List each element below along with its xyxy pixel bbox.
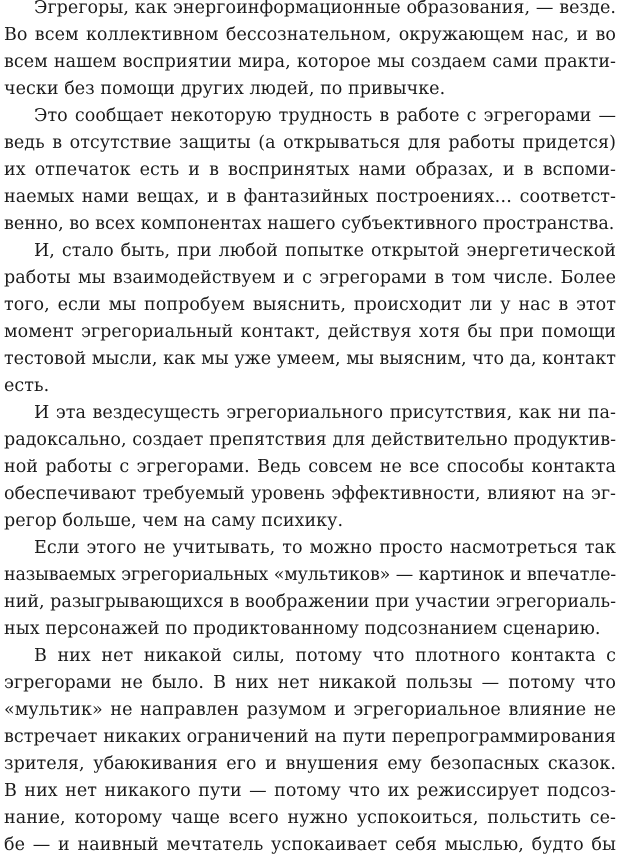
text-line: нание, которому чаще всего нужно успокоиться, польстить се- [4,808,616,828]
text-line: наемых нами вещах, и в фантазийных построениях… соответст- [4,187,616,207]
text-line: обеспечивают требуемый уровень эффективности, влияют на эг- [4,484,616,504]
text-line: бе — и наивный мечтатель успокаивает себя мыслью, будто бы [4,835,616,855]
text-line: зрителя, убаюкивания его и внушения ему безопасных сказок. [4,754,616,774]
text-line: ведь в отсутствие защиты (а открываться для работы придется) [4,133,616,153]
text-line: встречает никаких ограничений на пути перепрограммирования [4,727,616,747]
text-line: ний, разыгрывающихся в воображении при участии эгрегориаль- [4,592,616,612]
paragraph-4 [4,400,616,535]
text-line: Это сообщает некоторую трудность в работе с эгрегорами — [34,106,616,126]
text-line: И эта вездесущесть эгрегориального присутствия, как ни па- [34,403,616,423]
paragraph-1 [4,0,616,103]
text-line: всем нашем восприятии мира, которое мы создаем сами практи- [4,52,616,72]
paragraph-2 [4,103,616,238]
paragraph-6 [4,643,616,859]
text-line: Если этого не учитывать, то можно просто насмотреться так [34,538,616,558]
text-line: называемых эгрегориальных «мультиков» — картинок и впечатле- [4,565,616,585]
text-line: В них нет никакого пути — потому что их режиссирует подсоз- [4,781,616,801]
text-line: их отпечаток есть и в воспринятых нами образах, и в вспоми- [4,160,616,180]
text-line: радоксально, создает препятствия для действительно продуктив- [4,430,616,450]
text-line: момент эгрегориальный контакт, действуя хотя бы при помощи [4,322,616,342]
text-line: И, стало быть, при любой попытке открытой энергетической [34,241,616,261]
text-line: Во всем коллективном бессознательном, окружающем нас, и во [4,25,616,45]
text-line: Эгрегоры, как энергоинформационные образования, — везде. [34,0,616,18]
text-line: «мультик» не направлен разумом и эгрегориальное влияние не [4,700,616,720]
text-line: есть. [4,376,50,396]
text-line: регор больше, чем на саму психику. [4,511,344,531]
text-line: венно, во всех компонентах нашего субъективного пространства. [4,214,615,234]
text-line: ной работы с эгрегорами. Ведь совсем не все способы контакта [4,457,616,477]
document-page [4,0,616,859]
text-line: эгрегорами не было. В них нет никакой пользы — потому что [4,673,616,693]
text-line: ных персонажей по продиктованному подсознанием сценарию. [4,619,601,639]
text-line: работы мы взаимодействуем и с эгрегорами в том числе. Более [4,268,616,288]
text-line: чески без помощи других людей, по привычке. [4,79,446,99]
text-line: В них нет никакой силы, потому что плотного контакта с [34,646,616,666]
text-line: тестовой мысли, как мы уже умеем, мы выясним, что да, контакт [4,349,616,369]
paragraph-5 [4,535,616,643]
text-line: того, если мы попробуем выяснить, происходит ли у нас в этот [4,295,616,315]
paragraph-3 [4,238,616,400]
